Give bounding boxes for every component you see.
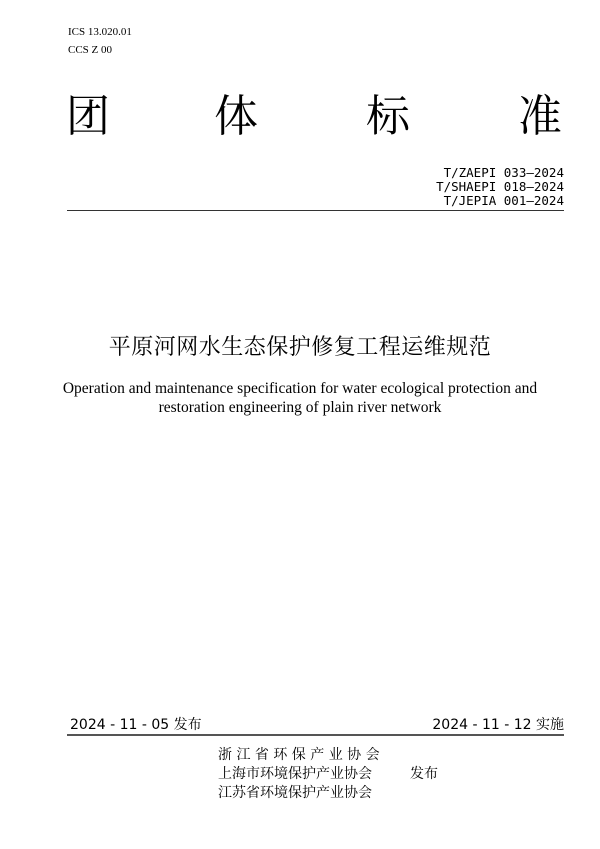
standard-codes <box>436 166 564 208</box>
category-char: 标 <box>366 91 410 142</box>
issue-label: 发布 <box>410 766 438 782</box>
category-char: 体 <box>214 91 258 142</box>
release-date: 2024 - 11 - 05 发布 <box>70 717 202 733</box>
ics-code: ICS 13.020.01 <box>68 26 132 38</box>
bottom-divider <box>67 734 564 736</box>
category-char: 团 <box>66 91 110 142</box>
implement-date: 2024 - 11 - 12 实施 <box>432 717 564 733</box>
title-english-line: restoration engineering of plain river network <box>158 399 442 416</box>
title-chinese: 平原河网水生态保护修复工程运维规范 <box>108 335 492 360</box>
issuer: 上海市环境保护产业协会 <box>218 766 372 782</box>
issuer: 浙 江 省 环 保 产 业 协 会 <box>218 747 380 763</box>
category-char: 准 <box>518 91 562 142</box>
standard-code: T/ZAEPI 033—2024 <box>443 165 564 180</box>
top-divider <box>67 210 564 211</box>
title-english-line: Operation and maintenance specification for water ecological protection and <box>62 380 538 397</box>
standard-code: T/SHAEPI 018—2024 <box>436 179 564 194</box>
ccs-code: CCS Z 00 <box>68 44 113 56</box>
standard-code: T/JEPIA 001—2024 <box>443 193 564 208</box>
title-english <box>0 379 600 417</box>
issuer: 江苏省环境保护产业协会 <box>218 785 372 801</box>
